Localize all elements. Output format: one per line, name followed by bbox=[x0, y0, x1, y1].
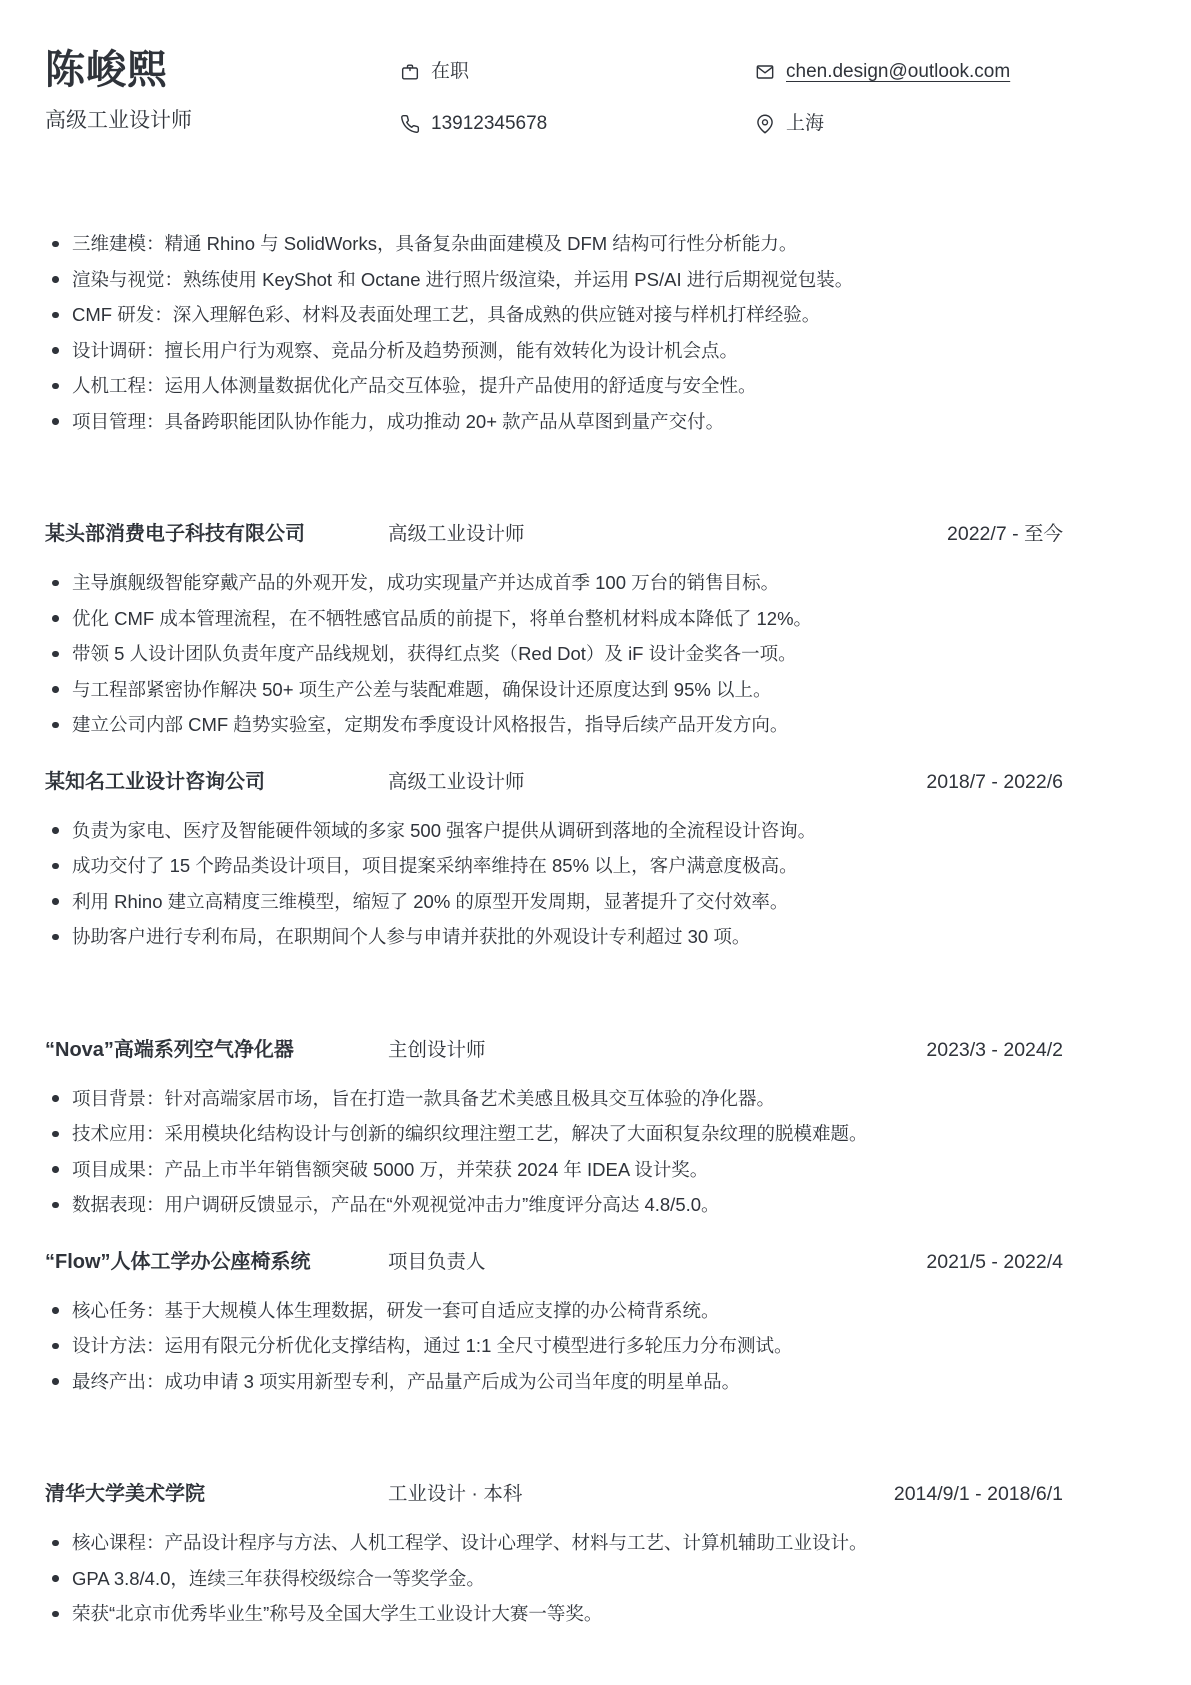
summary-item: 设计调研：擅长用户行为观察、竞品分析及趋势预测，能有效转化为设计机会点。 bbox=[45, 333, 1063, 369]
project-entry-header bbox=[45, 1033, 1063, 1068]
contact-column-right bbox=[755, 58, 1010, 138]
location bbox=[755, 110, 1010, 138]
date-range: 2018/7 - 2022/6 bbox=[926, 770, 1063, 793]
bullet-item: 荣获“北京市优秀毕业生”称号及全国大学生工业设计大赛一等奖。 bbox=[45, 1596, 1063, 1632]
project-bullet-list bbox=[45, 1293, 1063, 1400]
envelope-icon bbox=[755, 62, 775, 82]
date-range: 2014/9/1 - 2018/6/1 bbox=[893, 1483, 1063, 1505]
employment-status bbox=[400, 58, 547, 86]
bullet-item: 建立公司内部 CMF 趋势实验室，定期发布季度设计风格报告，指导后续产品开发方向。 bbox=[45, 707, 1063, 743]
bullet-item: 利用 Rhino 建立高精度三维模型，缩短了 20% 的原型开发周期，显著提升了交付效率。 bbox=[45, 884, 1063, 920]
education-entry-header bbox=[45, 1477, 1063, 1512]
bullet-item: 设计方法：运用有限元分析优化支撑结构，通过 1:1 全尺寸模型进行多轮压力分布测试。 bbox=[45, 1328, 1063, 1364]
skills-summary-section bbox=[45, 226, 1063, 439]
bullet-item: 最终产出：成功申请 3 项实用新型专利，产品量产后成为公司当年度的明星单品。 bbox=[45, 1364, 1063, 1400]
bullet-item: 协助客户进行专利布局，在职期间个人参与申请并获批的外观设计专利超过 30 项。 bbox=[45, 919, 1063, 955]
email-link[interactable]: chen.design@outlook.com bbox=[786, 61, 1011, 82]
project-entry-header bbox=[45, 1245, 1063, 1280]
bullet-item: 主导旗舰级智能穿戴产品的外观开发，成功实现量产并达成首季 100 万台的销售目标。 bbox=[45, 565, 1063, 601]
project-name: “Flow”人体工学办公座椅系统 bbox=[45, 1250, 311, 1273]
map-pin-icon bbox=[755, 114, 775, 134]
bullet-item: 数据表现：用户调研反馈显示，产品在“外观视觉冲击力”维度评分高达 4.8/5.0。 bbox=[45, 1187, 1063, 1223]
bullet-item: 技术应用：采用模块化结构设计与创新的编织纹理注塑工艺，解决了大面积复杂纹理的脱模难题。 bbox=[45, 1116, 1063, 1152]
person-name: 陈峻熙 bbox=[45, 48, 168, 92]
bullet-item: 成功交付了 15 个跨品类设计项目，项目提案采纳率维持在 85% 以上，客户满意度极高。 bbox=[45, 848, 1063, 884]
bullet-item: 优化 CMF 成本管理流程，在不牺牲感官品质的前提下，将单台整机材料成本降低了 12%。 bbox=[45, 601, 1063, 637]
summary-list bbox=[45, 226, 1063, 439]
project-entry bbox=[45, 1033, 1063, 1223]
date-range: 2023/3 - 2024/2 bbox=[926, 1038, 1063, 1061]
experience-bullet-list bbox=[45, 565, 1063, 743]
project-role: 主创设计师 bbox=[388, 1038, 486, 1061]
date-range: 2021/5 - 2022/4 bbox=[926, 1250, 1063, 1273]
bullet-item: 核心任务：基于大规模人体生理数据，研发一套可自适应支撑的办公椅背系统。 bbox=[45, 1293, 1063, 1329]
job-title: 高级工业设计师 bbox=[388, 523, 525, 545]
projects-section bbox=[45, 1033, 1063, 1400]
contact-column-left bbox=[400, 58, 547, 138]
phone bbox=[400, 110, 547, 138]
bullet-item: 项目背景：针对高端家居市场，旨在打造一款具备艺术美感且极具交互体验的净化器。 bbox=[45, 1081, 1063, 1117]
bullet-item: 核心课程：产品设计程序与方法、人机工程学、设计心理学、材料与工艺、计算机辅助工业设计。 bbox=[45, 1525, 1063, 1561]
experience-section bbox=[45, 517, 1063, 955]
phone-icon bbox=[400, 114, 420, 134]
email bbox=[755, 58, 1010, 86]
date-range: 2022/7 - 至今 bbox=[947, 523, 1063, 545]
experience-entry bbox=[45, 765, 1063, 955]
project-name: “Nova”高端系列空气净化器 bbox=[45, 1038, 294, 1061]
bullet-item: GPA 3.8/4.0，连续三年获得校级综合一等奖学金。 bbox=[45, 1561, 1063, 1597]
experience-entry bbox=[45, 517, 1063, 743]
resume-header bbox=[45, 46, 1063, 136]
project-bullet-list bbox=[45, 1081, 1063, 1223]
phone-number: 13912345678 bbox=[431, 113, 548, 134]
location-label: 上海 bbox=[786, 113, 825, 134]
summary-item: 渲染与视觉：熟练使用 KeyShot 和 Octane 进行照片级渲染，并运用 PS/AI 进行后期视觉包装。 bbox=[45, 262, 1063, 298]
school-name: 清华大学美术学院 bbox=[45, 1483, 205, 1505]
bullet-item: 负责为家电、医疗及智能硬件领域的多家 500 强客户提供从调研到落地的全流程设计咨询。 bbox=[45, 813, 1063, 849]
briefcase-icon bbox=[400, 62, 420, 82]
summary-item: 三维建模：精通 Rhino 与 SolidWorks，具备复杂曲面建模及 DFM 结构可行性分析能力。 bbox=[45, 226, 1063, 262]
company-name: 某知名工业设计咨询公司 bbox=[45, 770, 265, 793]
bullet-item: 带领 5 人设计团队负责年度产品线规划，获得红点奖（Red Dot）及 iF 设计金奖各一项。 bbox=[45, 636, 1063, 672]
summary-item: CMF 研发：深入理解色彩、材料及表面处理工艺，具备成熟的供应链对接与样机打样经验。 bbox=[45, 297, 1063, 333]
education-section bbox=[45, 1477, 1063, 1632]
project-role: 项目负责人 bbox=[388, 1250, 486, 1273]
experience-bullet-list bbox=[45, 813, 1063, 955]
company-name: 某头部消费电子科技有限公司 bbox=[45, 523, 305, 545]
education-entry bbox=[45, 1477, 1063, 1632]
project-entry bbox=[45, 1245, 1063, 1400]
job-title: 高级工业设计师 bbox=[388, 770, 525, 793]
summary-item: 项目管理：具备跨职能团队协作能力，成功推动 20+ 款产品从草图到量产交付。 bbox=[45, 404, 1063, 440]
summary-item: 人机工程：运用人体测量数据优化产品交互体验，提升产品使用的舒适度与安全性。 bbox=[45, 368, 1063, 404]
person-title: 高级工业设计师 bbox=[45, 109, 192, 132]
education-bullet-list bbox=[45, 1525, 1063, 1632]
experience-entry-header bbox=[45, 765, 1063, 800]
employment-status-label: 在职 bbox=[431, 61, 470, 82]
experience-entry-header bbox=[45, 517, 1063, 552]
bullet-item: 项目成果：产品上市半年销售额突破 5000 万，并荣获 2024 年 IDEA 设计奖。 bbox=[45, 1152, 1063, 1188]
degree: 工业设计 · 本科 bbox=[388, 1483, 523, 1505]
bullet-item: 与工程部紧密协作解决 50+ 项生产公差与装配难题，确保设计还原度达到 95% 以上。 bbox=[45, 672, 1063, 708]
